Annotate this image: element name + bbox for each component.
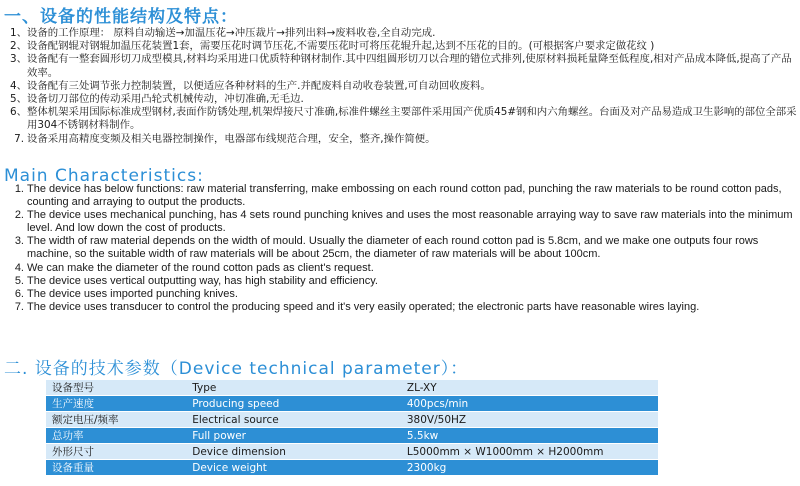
list-item	[10, 40, 798, 53]
table-row	[46, 428, 658, 444]
spec-en: Device weight	[186, 460, 401, 476]
table-row	[46, 396, 658, 412]
spec-value: ZL-XY	[401, 380, 658, 396]
item-text: 设备配有一整套圆形切刀成型模具,材料均采用进口优质特种钢材制作.其中四组圆形切刀以合理的错位式排列,使原材料损耗量降至低程度,相对产品成本降低,提高了产品效率。	[27, 53, 792, 79]
section1-title: 一、设备的性能结构及特点：	[4, 7, 238, 27]
spec-cn: 设备重量	[46, 460, 186, 476]
item-number: 6、	[10, 106, 28, 119]
item-number: 7.	[14, 132, 24, 145]
item-text: 设备配有三处调节张力控制装置，以便适应各种材料的生产.并配废料自动收卷装置,可自动回收废料。	[27, 79, 491, 92]
section3-title: 二. 设备的技术参数（Device technical parameter）：	[4, 359, 469, 379]
item-text: The device has below functions: raw material transferring, make embossing on each round cotton pad, punching the raw materials to be round cotton pads, counting and arraying to output the products.	[27, 183, 782, 209]
list-item	[10, 27, 798, 40]
item-text: 整体机架采用国际标准成型钢材,表面作防锈处理,机架焊接尺寸准确,标准件螺丝主要部件采用国产优质45#钢和内六角螺丝。台面及对产品易造成卫生影响的部位全部采用304不锈钢材料制作。	[27, 106, 797, 132]
section1-list	[10, 27, 798, 146]
spec-table	[46, 380, 658, 476]
spec-cn: 设备型号	[46, 380, 186, 396]
section2-title: Main Characteristics:	[4, 166, 204, 186]
spec-en: Producing speed	[186, 396, 401, 412]
item-text: 设备切刀部位的传动采用凸轮式机械传动，冲切准确,无毛边.	[27, 93, 304, 106]
item-number: 6.	[14, 287, 24, 300]
spec-en: Device dimension	[186, 444, 401, 460]
spec-value: 2300kg	[401, 460, 658, 476]
table-row	[46, 380, 658, 396]
list-item	[10, 262, 798, 275]
spec-cn: 生产速度	[46, 396, 186, 412]
item-text: 设备的工作原理： 原料自动输送→加温压花→冲压裁片→排列出料→废料收卷,全自动完成.	[27, 27, 436, 39]
spec-value: 5.5kw	[401, 428, 658, 444]
spec-en: Electrical source	[186, 412, 401, 428]
table-row	[46, 444, 658, 460]
spec-en: Type	[186, 380, 401, 396]
list-item	[10, 235, 798, 261]
item-number: 3.	[14, 235, 24, 248]
item-text: 设备采用高精度变频及相关电器控制操作，电器部布线规范合理，安全，整齐,操作简便。	[27, 132, 436, 145]
item-number: 4.	[14, 261, 24, 274]
spec-cn: 额定电压/频率	[46, 412, 186, 428]
list-item	[10, 209, 798, 235]
item-number: 2、	[10, 40, 28, 53]
list-item	[10, 288, 798, 301]
list-item	[10, 80, 798, 93]
list-item	[10, 275, 798, 288]
list-item	[10, 133, 798, 146]
item-number: 4、	[10, 79, 28, 92]
list-item	[10, 183, 798, 209]
table-row	[46, 460, 658, 476]
table-row	[46, 412, 658, 428]
spec-value: 400pcs/min	[401, 396, 658, 412]
item-text: The device uses vertical outputting way, has high stability and efficiency.	[27, 274, 378, 287]
list-item	[10, 93, 798, 106]
item-number: 7.	[14, 300, 24, 313]
list-item	[10, 53, 798, 79]
spec-cn: 外形尺寸	[46, 444, 186, 460]
item-number: 1、	[10, 27, 28, 39]
item-number: 5、	[10, 93, 28, 106]
item-number: 1.	[14, 183, 24, 195]
list-item	[10, 301, 798, 314]
section2-list	[10, 183, 798, 314]
spec-value: L5000mm × W1000mm × H2000mm	[401, 444, 658, 460]
spec-en: Full power	[186, 428, 401, 444]
spec-value: 380V/50HZ	[401, 412, 658, 428]
item-text: The device uses transducer to control the producing speed and it's very easily operated; the electronic parts have reasonable wires laying.	[27, 300, 700, 313]
item-text: We can make the diameter of the round cotton pads as client's request.	[27, 261, 374, 274]
item-text: 设备配钢辊对钢辊加温压花装置1套，需要压花时调节压花,不需要压花时可将压花辊升起,达到不压花的目的。(可根据客户要求定做花纹 )	[27, 40, 655, 53]
item-number: 3、	[10, 53, 28, 66]
item-number: 5.	[14, 274, 24, 287]
item-text: The device uses imported punching knives.	[27, 287, 238, 300]
spec-cn: 总功率	[46, 428, 186, 444]
item-number: 2.	[14, 209, 24, 222]
item-text: The device uses mechanical punching, has 4 sets round punching knives and uses the most reasonable arraying way to save raw materials into the minimum level. And low down the cost of products.	[27, 209, 793, 235]
list-item	[10, 106, 798, 132]
item-text: The width of raw material depends on the width of mould. Usually the diameter of each round cotton pad is 5.8cm, and we make one outputs four rows machine, so the suitable width of raw materials will be about 25cm, the diameter of raw materials will be about 100cm.	[27, 235, 759, 261]
